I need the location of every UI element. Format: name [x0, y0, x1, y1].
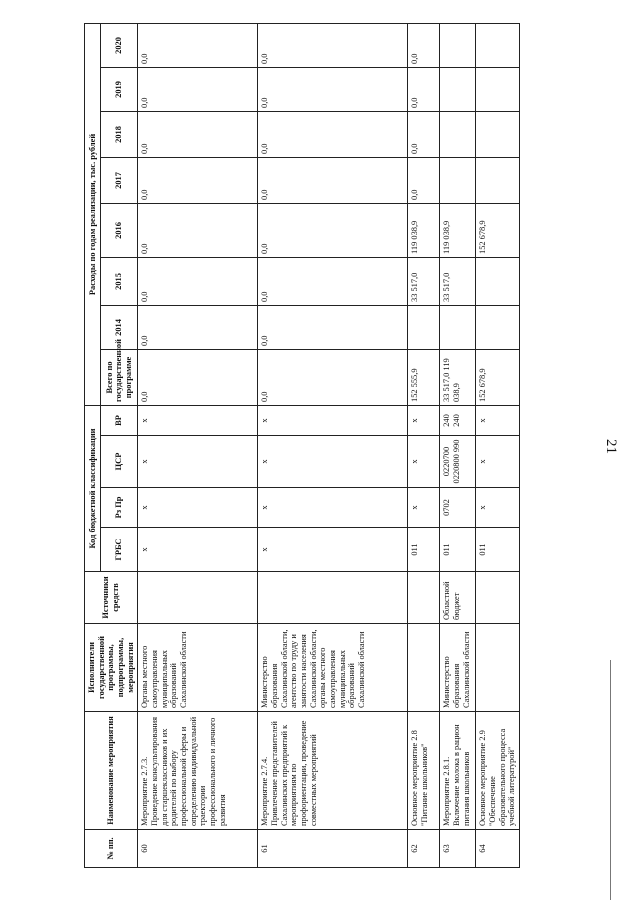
cell-total: 152 555,9	[408, 349, 440, 405]
table-row	[408, 23, 440, 867]
cell-total: 33 517,0 119 038,9	[440, 349, 476, 405]
table-row	[138, 23, 258, 867]
cell-2015: 0,0	[138, 257, 258, 305]
cell-csr: 0220700 0220800 990	[440, 436, 476, 488]
cell-name: Мероприятие 2.7.4. Привлечение представителей Сахалинских предприятий к мероприятиям по профориентации, проведение совместных мероприятий	[258, 712, 408, 830]
cell-executors	[408, 624, 440, 712]
cell-rzpr: х	[258, 488, 408, 528]
cell-2017: 0,0	[258, 157, 408, 203]
cell-2014	[440, 305, 476, 349]
header-2018: 2018	[101, 111, 138, 157]
header-2017: 2017	[101, 157, 138, 203]
cell-2019	[476, 67, 520, 111]
cell-2016: 152 678,9	[476, 203, 520, 257]
cell-2017: 0,0	[138, 157, 258, 203]
cell-name: Основное мероприятие 2.9 "Обеспечение образовательного процесса учебной литературой"	[476, 712, 520, 830]
cell-num: 61	[258, 830, 408, 868]
header-bk-group: Код бюджетной классификации	[85, 405, 101, 571]
scan-edge-line	[610, 660, 611, 900]
header-2020: 2020	[101, 23, 138, 67]
header-total: Всего по государственной программе	[101, 349, 138, 405]
header-2019: 2019	[101, 67, 138, 111]
cell-rzpr: х	[138, 488, 258, 528]
page-number: 21	[603, 439, 619, 454]
cell-2020	[476, 23, 520, 67]
cell-sources	[408, 572, 440, 624]
cell-2018: 0,0	[408, 111, 440, 157]
cell-executors: Министерство образования Сахалинской области, агентство по труду и занятости населения Сахалинской области, органы местного самоуправления муниципальных образований Сахалинской области	[258, 624, 408, 712]
cell-2018	[440, 111, 476, 157]
cell-2017	[440, 157, 476, 203]
cell-total: 0,0	[138, 349, 258, 405]
cell-csr: х	[258, 436, 408, 488]
cell-2017	[476, 157, 520, 203]
cell-grbs: 011	[440, 528, 476, 572]
cell-sources	[476, 572, 520, 624]
cell-num: 64	[476, 830, 520, 868]
cell-csr: х	[408, 436, 440, 488]
cell-executors: Министерство образования Сахалинской области	[440, 624, 476, 712]
cell-csr: х	[138, 436, 258, 488]
cell-2014: 0,0	[258, 305, 408, 349]
cell-2019: 0,0	[258, 67, 408, 111]
cell-vr: х	[258, 405, 408, 435]
cell-grbs: х	[258, 528, 408, 572]
cell-2015: 0,0	[258, 257, 408, 305]
cell-num: 63	[440, 830, 476, 868]
table-row	[476, 23, 520, 867]
header-exp-group: Расходы по годам реализации, тыс. рублей	[85, 23, 101, 405]
cell-vr: х	[138, 405, 258, 435]
cell-sources	[138, 572, 258, 624]
cell-sources: Областной бюджет	[440, 572, 476, 624]
header-2014: 2014	[101, 305, 138, 349]
header-2016: 2016	[101, 203, 138, 257]
cell-executors	[476, 624, 520, 712]
cell-name: Мероприятие 2.8.1. Включение молока в рацион питания школьников	[440, 712, 476, 830]
cell-2019: 0,0	[408, 67, 440, 111]
cell-rzpr: х	[476, 488, 520, 528]
cell-2014	[408, 305, 440, 349]
cell-2020: 0,0	[408, 23, 440, 67]
budget-table	[84, 23, 520, 868]
cell-2014	[476, 305, 520, 349]
cell-vr: х	[408, 405, 440, 435]
cell-2018: 0,0	[138, 111, 258, 157]
table-row	[440, 23, 476, 867]
cell-sources	[258, 572, 408, 624]
cell-num: 60	[138, 830, 258, 868]
cell-vr: х	[476, 405, 520, 435]
cell-csr: х	[476, 436, 520, 488]
rotated-table-region	[84, 24, 604, 868]
cell-2015: 33 517,0	[440, 257, 476, 305]
cell-vr: 240 240	[440, 405, 476, 435]
header-csr: ЦСР	[101, 436, 138, 488]
table-row	[258, 23, 408, 867]
header-sources: Источники средств	[85, 572, 138, 624]
cell-2014: 0,0	[138, 305, 258, 349]
cell-2015	[476, 257, 520, 305]
header-grbs: ГРБС	[101, 528, 138, 572]
cell-2020: 0,0	[258, 23, 408, 67]
cell-2019	[440, 67, 476, 111]
cell-rzpr: 0702	[440, 488, 476, 528]
cell-total: 152 678,9	[476, 349, 520, 405]
cell-2016: 119 038,9	[408, 203, 440, 257]
cell-2017: 0,0	[408, 157, 440, 203]
cell-name: Основное мероприятие 2.8 "Питание школьников"	[408, 712, 440, 830]
cell-grbs: 011	[476, 528, 520, 572]
cell-rzpr: х	[408, 488, 440, 528]
cell-grbs: 011	[408, 528, 440, 572]
cell-2018	[476, 111, 520, 157]
cell-2016: 0,0	[258, 203, 408, 257]
cell-grbs: х	[138, 528, 258, 572]
cell-total: 0,0	[258, 349, 408, 405]
cell-name: Мероприятие 2.7.3. Проведение консультирования для старшеклассников и их родителей по выбору профессиональной сферы и определению индивидуальной траектории профессионального и личного развития	[138, 712, 258, 830]
cell-2016: 119 038,9	[440, 203, 476, 257]
cell-2020	[440, 23, 476, 67]
cell-2019: 0,0	[138, 67, 258, 111]
cell-2015: 33 517,0	[408, 257, 440, 305]
header-executors: Исполнители государственной программы, подпрограммы, мероприятия	[85, 624, 138, 712]
header-name: Наименование мероприятия	[85, 712, 138, 830]
cell-num: 62	[408, 830, 440, 868]
cell-executors: Органы местного самоуправления муниципальных образований Сахалинской области	[138, 624, 258, 712]
cell-2016: 0,0	[138, 203, 258, 257]
cell-2018: 0,0	[258, 111, 408, 157]
header-num: № пп.	[85, 830, 138, 868]
header-2015: 2015	[101, 257, 138, 305]
header-vr: ВР	[101, 405, 138, 435]
cell-2020: 0,0	[138, 23, 258, 67]
header-rzpr: Рз Пр	[101, 488, 138, 528]
